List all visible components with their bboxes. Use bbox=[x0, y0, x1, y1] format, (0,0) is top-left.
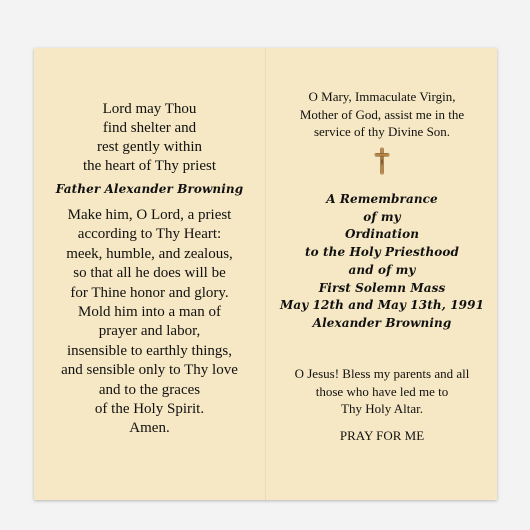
prayer-card bbox=[34, 48, 497, 500]
mary-line: service of thy Divine Son. bbox=[313, 124, 451, 139]
prayer-line: meek, humble, and zealous, bbox=[66, 245, 233, 262]
remembrance-line: and of my bbox=[348, 262, 416, 277]
jesus-line: O Jesus! Bless my parents and all bbox=[294, 366, 470, 381]
prayer-line: Amen. bbox=[129, 420, 170, 437]
remembrance-line: May 12th and May 13th, 1991 bbox=[279, 298, 485, 313]
remembrance-line: First Solemn Mass bbox=[318, 280, 446, 295]
mary-line: O Mary, Immaculate Virgin, bbox=[308, 89, 456, 104]
opening-verse bbox=[34, 100, 265, 176]
verse-line: find shelter and bbox=[102, 120, 197, 136]
prayer-line: for Thine honor and glory. bbox=[70, 284, 229, 301]
prayer-line: according to Thy Heart: bbox=[77, 226, 222, 243]
prayer-line: Make him, O Lord, a priest bbox=[67, 207, 232, 223]
right-panel bbox=[267, 48, 497, 500]
verse-line: Lord may Thou bbox=[102, 101, 197, 117]
remembrance-line: A Remembrance bbox=[326, 192, 438, 206]
remembrance-line: Ordination bbox=[344, 227, 420, 242]
prayer-line: of the Holy Spirit. bbox=[94, 401, 205, 418]
verse-line: rest gently within bbox=[97, 139, 202, 155]
prayer-line: prayer and labor, bbox=[98, 323, 201, 340]
priest-name: Father Alexander Browning bbox=[55, 182, 244, 196]
mary-line: Mother of God, assist me in the bbox=[299, 106, 465, 122]
prayer-line: and sensible only to Thy love bbox=[61, 362, 238, 379]
verse-line: the heart of Thy priest bbox=[82, 158, 216, 174]
jesus-prayer bbox=[267, 365, 497, 418]
prayer-line: and to the graces bbox=[98, 381, 201, 398]
remembrance-line: to the Holy Priesthood bbox=[304, 245, 460, 260]
remembrance-line: of my bbox=[363, 209, 401, 224]
prayer-line: insensible to earthly things, bbox=[67, 342, 232, 359]
prayer-line: so that all he does will be bbox=[73, 265, 226, 282]
jesus-line: Thy Holy Altar. bbox=[341, 401, 423, 416]
remembrance-block bbox=[267, 191, 497, 333]
remembrance-line: Alexander Browning bbox=[312, 315, 452, 330]
priest-prayer bbox=[34, 206, 265, 439]
jesus-line: those who have led me to bbox=[315, 383, 449, 399]
prayer-line: Mold him into a man of bbox=[78, 304, 221, 321]
crucifix-icon bbox=[374, 147, 390, 175]
pray-for-me: PRAY FOR ME bbox=[339, 428, 425, 443]
left-panel bbox=[34, 48, 265, 500]
mary-prayer bbox=[267, 88, 497, 141]
